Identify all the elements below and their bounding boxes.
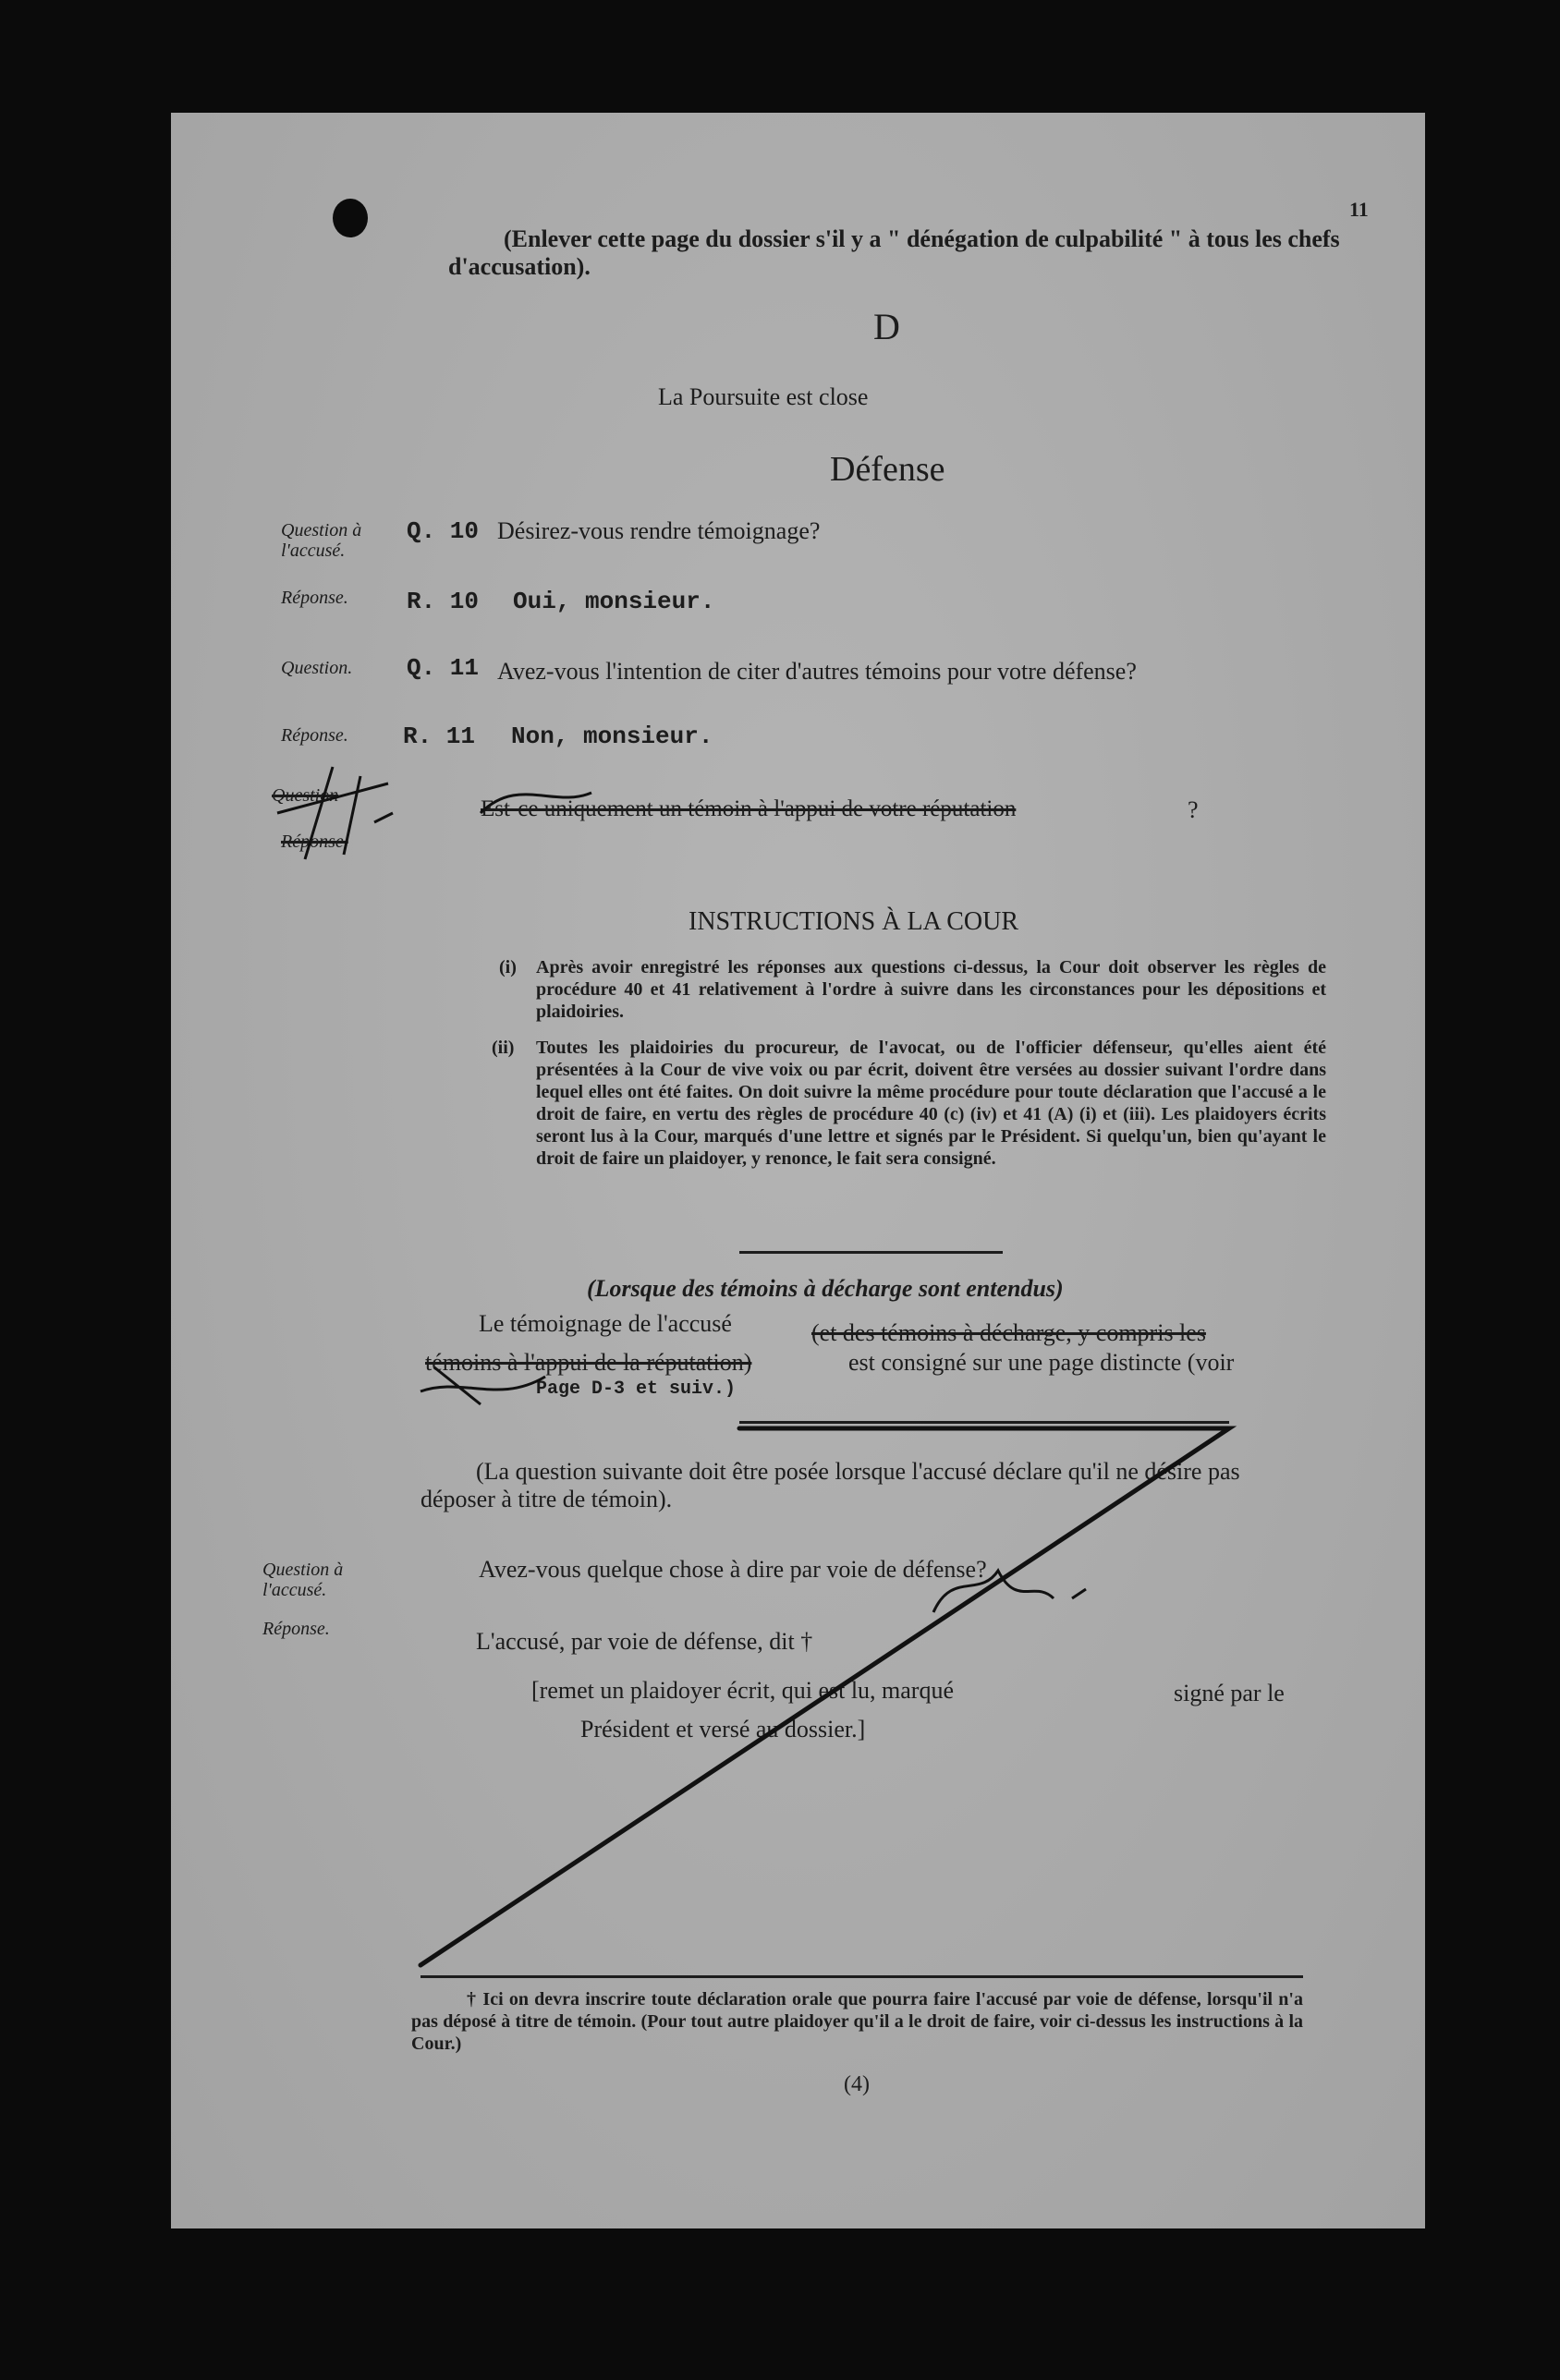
testimony-start: Le témoignage de l'accusé	[479, 1310, 732, 1337]
qa-text-4: Non, monsieur.	[511, 722, 713, 750]
testimony-typed-ref: Page D-3 et suiv.)	[536, 1378, 737, 1400]
instructions-title: INSTRUCTIONS À LA COUR	[689, 907, 1019, 936]
next-question-note: (La question suivante doit être posée lorsque l'accusé déclare qu'il ne désire pas déposer à titre de témoin).	[420, 1458, 1240, 1512]
signature-scribble	[933, 1571, 1086, 1612]
struck-question-text: Est-ce uniquement un témoin à l'appui de votre réputation	[481, 796, 1017, 821]
testimony-struck-2: témoins à l'appui de la réputation)	[425, 1349, 752, 1376]
instruction-num-2: (ii)	[492, 1038, 515, 1058]
qa-text-2: Oui, monsieur.	[513, 588, 715, 615]
instruction-text-1: Après avoir enregistré les réponses aux questions ci-dessus, la Cour doit observer les règles de procédure 40 et 41 relativement à l'ordre à suivre dans les circonstances pour les dépositions et plaidoiries.	[536, 957, 1326, 1022]
final-response-text: L'accusé, par voie de défense, dit †	[476, 1628, 813, 1655]
testimony-middle: est consigné sur une page distincte (voir	[848, 1349, 1235, 1376]
struck-question-mark: ?	[1188, 796, 1199, 823]
qa-text-3: Avez-vous l'intention de citer d'autres témoins pour votre défense?	[497, 658, 1137, 685]
testimony-struck-1: (et des témoins à décharge, y compris les	[811, 1319, 1206, 1346]
footnote: † Ici on devra inscrire toute déclaration orale que pourra faire l'accusé par voie de défense, lorsqu'il n'a pas déposé à titre de témoin. (Pour tout autre plaidoyer qu'il a le droit de faire, voir ci-dessus les instructions à la Cour.)	[411, 1989, 1303, 2054]
testimony-scribble	[420, 1367, 545, 1404]
struck-text-scribble	[481, 793, 591, 813]
qa-side-1: Question à l'accusé.	[281, 520, 362, 561]
qa-code-4: R. 11	[403, 722, 476, 750]
witnesses-heading: (Lorsque des témoins à décharge sont entendus)	[587, 1275, 1064, 1302]
qa-side-3: Question.	[281, 658, 353, 678]
plea-line-2: Président et versé au dossier.]	[580, 1716, 866, 1742]
final-question-side: Question à l'accusé.	[262, 1560, 344, 1600]
instruction-num-1: (i)	[499, 957, 517, 978]
page-footer: (4)	[844, 2072, 870, 2096]
final-question-text: Avez-vous quelque chose à dire par voie de défense?	[479, 1556, 987, 1583]
qa-code-1: Q. 10	[407, 517, 480, 545]
section-title: Défense	[830, 450, 945, 489]
header-note: (Enlever cette page du dossier s'il y a " dénégation de culpabilité " à tous les chefs d'accusation).	[448, 225, 1340, 280]
qa-text-1: Désirez-vous rendre témoignage?	[497, 517, 821, 544]
final-response-side: Réponse.	[262, 1619, 330, 1639]
prosecution-closed: La Poursuite est close	[658, 383, 869, 410]
section-letter: D	[873, 306, 900, 347]
cancel-slash-line	[420, 1428, 1229, 1965]
qa-side-2: Réponse.	[281, 588, 348, 608]
page-number: 11	[1349, 198, 1369, 221]
instruction-text-2: Toutes les plaidoiries du procureur, de l'avocat, ou de l'officier défenseur, qu'elles aient été présentées à la Cour de vive voix ou par écrit, doivent être versées au dossier suivant l'ordre dans lequel elles ont été faites. On doit suivre la même procédure pour toute déclaration que l'accusé a le droit de faire, en vertu des règles de procédure 40 (c) (iv) et 41 (A) (i) et (iii). Les plaidoyers écrits seront lus à la Cour, marqués d'une lettre et signés par le Président. Si quelqu'un, bien qu'ayant le droit de faire un plaidoyer, y renonce, le fait sera consigné.	[536, 1038, 1326, 1169]
struck-side-question: Question	[272, 785, 339, 806]
qa-code-2: R. 10	[407, 588, 480, 615]
plea-line-1: [remet un plaidoyer écrit, qui est lu, marqué	[531, 1677, 955, 1704]
plea-signed: signé par le	[1174, 1680, 1285, 1706]
struck-side-response: Réponse.	[281, 832, 348, 852]
qa-side-4: Réponse.	[281, 725, 348, 746]
struck-row-scribble	[277, 767, 393, 859]
qa-code-3: Q. 11	[407, 654, 480, 682]
